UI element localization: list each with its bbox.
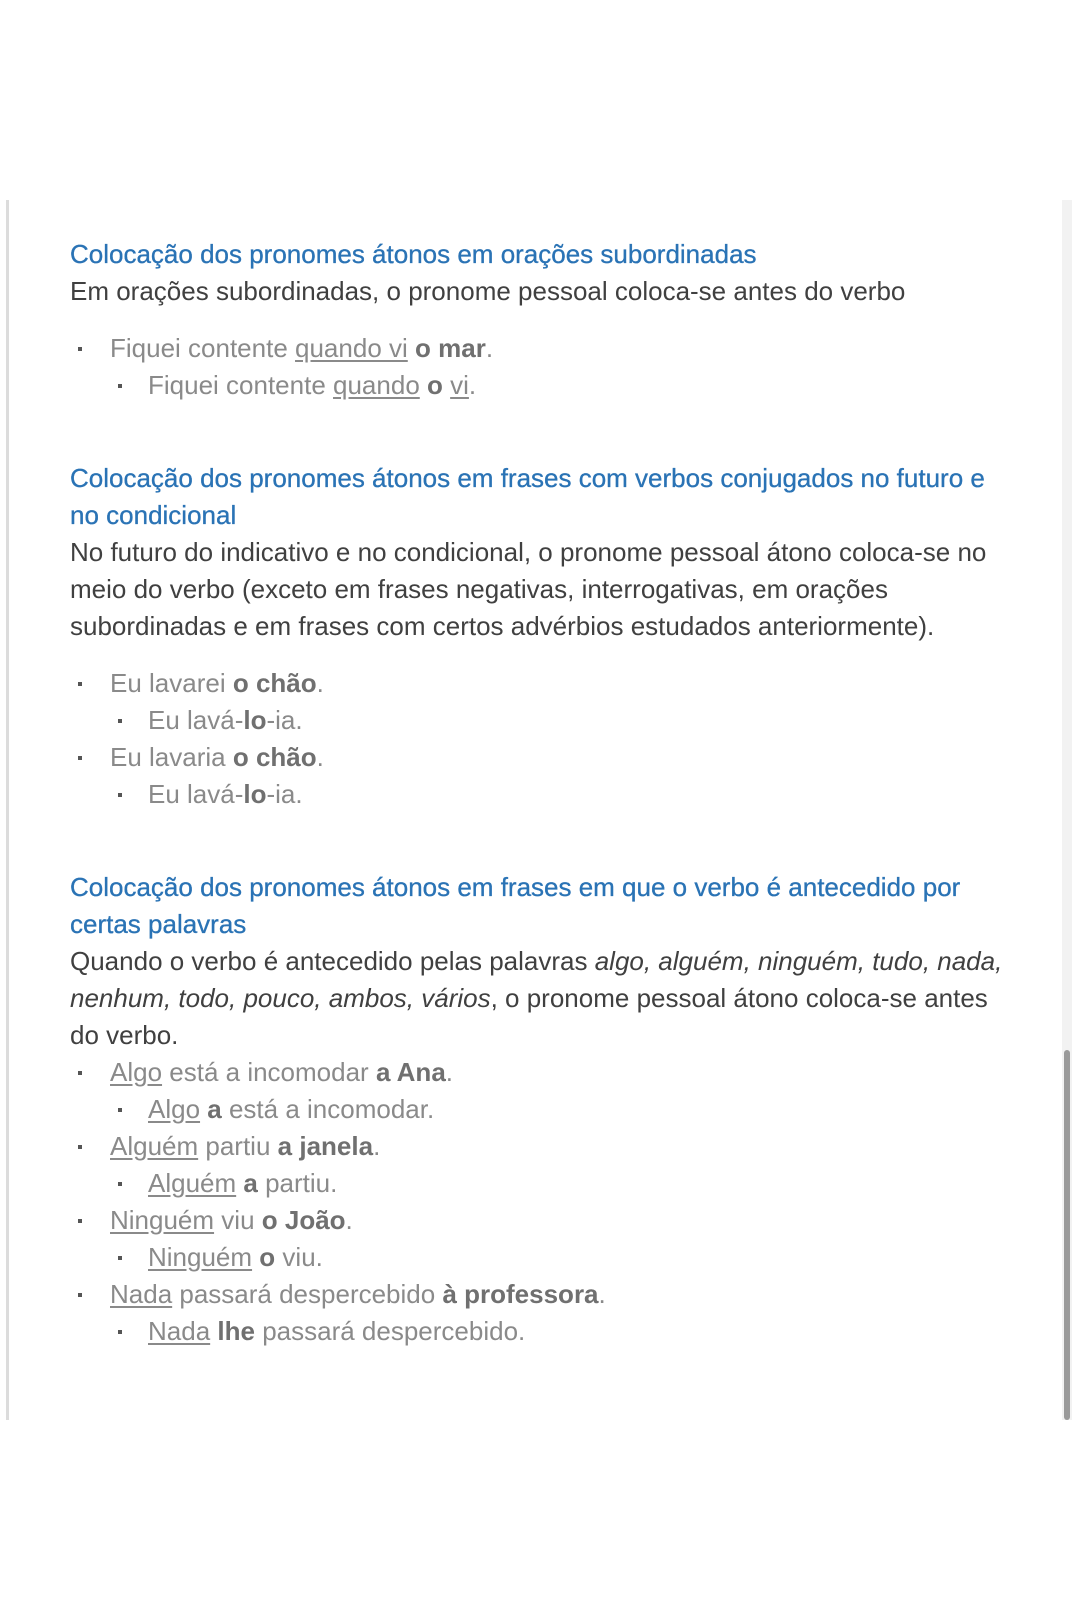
list-item: Fiquei contente quando vi o mar. <box>70 330 1005 367</box>
example-list <box>70 330 1005 404</box>
list-item: Eu lavá-lo-ia. <box>70 776 1005 813</box>
section-future-conditional <box>70 460 1005 813</box>
list-item: Nada lhe passará despercebido. <box>70 1313 1005 1350</box>
section-title: Colocação dos pronomes átonos em frases em que o verbo é antecedido por certas palavras <box>70 872 961 939</box>
example-list <box>70 1054 1005 1350</box>
list-item: Algo está a incomodar a Ana. <box>70 1054 1005 1091</box>
list-item: Algo a está a incomodar. <box>70 1091 1005 1128</box>
section-paragraph: No futuro do indicativo e no condicional, o pronome pessoal átono coloca-se no meio do verbo (exceto em frases negativas, interrogativas, em orações subordinadas e em frases com certos advérbios estudados anteriormente). <box>70 537 987 641</box>
list-item: Eu lavá-lo-ia. <box>70 702 1005 739</box>
scrollbar-thumb[interactable] <box>1064 1050 1070 1420</box>
section-preceding-words <box>70 869 1005 1350</box>
section-title: Colocação dos pronomes átonos em frases com verbos conjugados no futuro e no condicional <box>70 463 985 530</box>
list-item: Eu lavarei o chão. <box>70 665 1005 702</box>
list-item: Fiquei contente quando o vi. <box>70 367 1005 404</box>
list-item: Nada passará despercebido à professora. <box>70 1276 1005 1313</box>
list-item: Ninguém viu o João. <box>70 1202 1005 1239</box>
section-paragraph: Em orações subordinadas, o pronome pessoal coloca-se antes do verbo <box>70 276 906 306</box>
document-content <box>70 236 1005 1350</box>
section-paragraph: Quando o verbo é antecedido pelas palavras algo, alguém, ninguém, tudo, nada, nenhum, todo, pouco, ambos, vários, o pronome pessoal átono coloca-se antes do verbo. <box>70 946 1003 1050</box>
section-title: Colocação dos pronomes átonos em orações subordinadas <box>70 239 757 269</box>
example-list <box>70 665 1005 813</box>
list-item: Alguém a partiu. <box>70 1165 1005 1202</box>
section-subordinate-clauses <box>70 236 1005 404</box>
list-item: Alguém partiu a janela. <box>70 1128 1005 1165</box>
list-item: Ninguém o viu. <box>70 1239 1005 1276</box>
scrollbar[interactable] <box>1062 200 1072 1420</box>
list-item: Eu lavaria o chão. <box>70 739 1005 776</box>
